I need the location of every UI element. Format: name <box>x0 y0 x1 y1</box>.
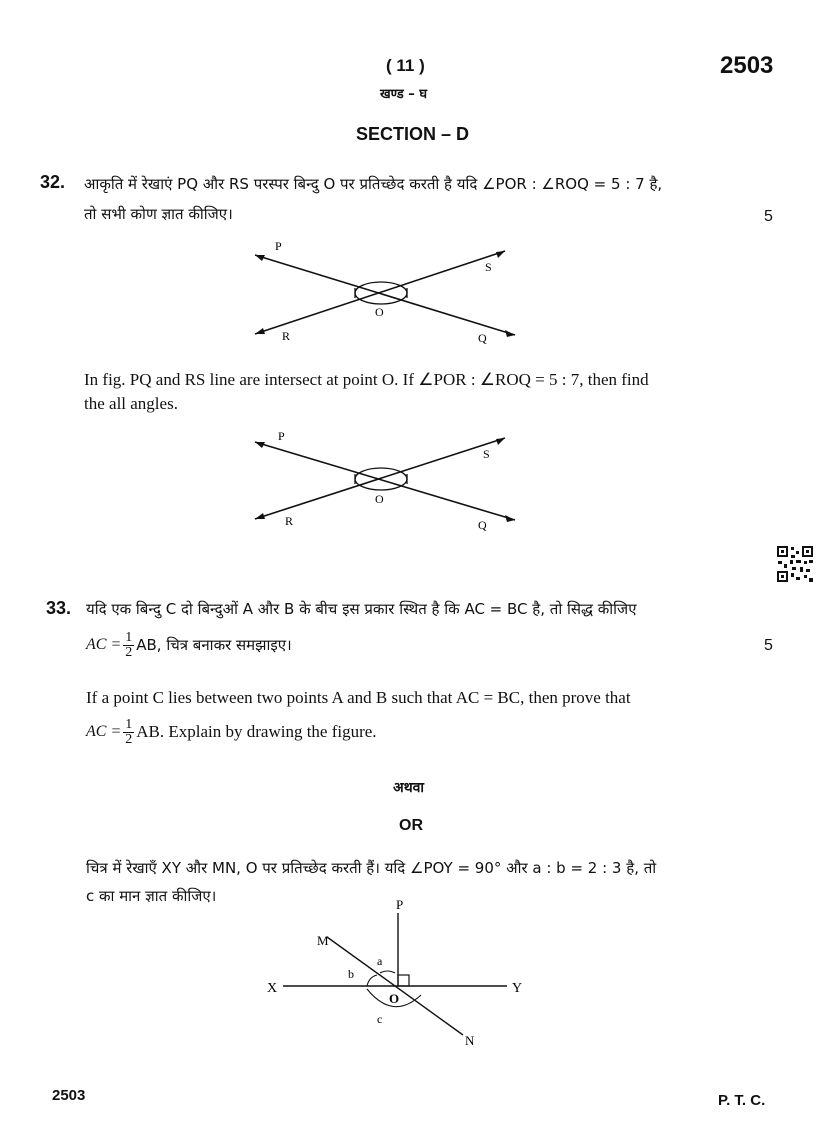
question-33-hindi-line1: यदि एक बिन्दु C दो बिन्दुओं A और B के बीच इस प्रकार स्थित है कि AC = BC है, तो सिद्ध कीजिए <box>86 600 637 618</box>
label-b: b <box>348 967 354 981</box>
hindi-line2-tail: AB, चित्र बनाकर समझाइए। <box>136 636 292 654</box>
label-s: S <box>485 260 492 274</box>
footer-code: 2503 <box>52 1087 86 1104</box>
arc-a <box>380 971 395 973</box>
question-33-marks: 5 <box>764 637 773 654</box>
label-p: P <box>275 239 282 253</box>
figure-32-english <box>245 425 535 535</box>
right-angle-mark <box>398 975 409 986</box>
question-32-hindi-line1: आकृति में रेखाएं PQ और RS परस्पर बिन्दु O पर प्रतिच्छेद करती है यदि ∠POR : ∠ROQ = 5 : 7 है, <box>84 175 663 193</box>
label-p: P <box>278 429 285 443</box>
or-hindi: अथवा <box>393 780 425 796</box>
question-33-or-hindi-line1: चित्र में रेखाएँ XY और MN, O पर प्रतिच्छेद करती हैं। यदि ∠POY = 90° और a : b = 2 : 3 है, तो <box>86 859 657 877</box>
arrow-r <box>255 328 265 334</box>
arc-b <box>367 975 377 986</box>
question-33-number: 33. <box>46 598 72 618</box>
label-o: O <box>375 492 384 506</box>
label-x: X <box>267 981 278 996</box>
or-english: OR <box>399 817 423 834</box>
section-heading: SECTION – D <box>356 124 470 144</box>
label-p: P <box>396 897 404 912</box>
question-32-number: 32. <box>40 172 66 192</box>
fraction-numerator: 1 <box>125 629 133 645</box>
question-33-english-line1: If a point C lies between two points A and B such that AC = BC, then prove that <box>86 688 631 707</box>
line-rs <box>255 251 505 334</box>
fraction-denominator: 2 <box>125 731 133 747</box>
question-32-english-line2: the all angles. <box>84 394 178 413</box>
label-s: S <box>483 447 490 461</box>
label-r: R <box>285 514 294 528</box>
question-33-english-line2 <box>86 712 377 752</box>
label-o: O <box>389 991 400 1006</box>
question-32-english-line1: In fig. PQ and RS line are intersect at point O. If ∠POR : ∠ROQ = 5 : 7, then find <box>84 370 649 389</box>
line-pq <box>255 255 515 335</box>
label-q: Q <box>478 518 487 532</box>
label-m: M <box>317 933 329 948</box>
paper-code: 2503 <box>720 52 774 79</box>
label-y: Y <box>512 981 523 996</box>
page-number: ( 11 ) <box>386 56 425 75</box>
label-o: O <box>375 305 384 319</box>
ac-equals: AC = <box>86 723 122 740</box>
question-32-marks: 5 <box>764 208 773 225</box>
arrow-q <box>505 330 515 337</box>
label-a: a <box>377 954 383 968</box>
label-c: c <box>377 1012 383 1026</box>
question-33-hindi-line2 <box>86 625 292 665</box>
fraction-numerator: 1 <box>125 716 133 732</box>
label-r: R <box>282 329 291 343</box>
fraction-half <box>123 631 134 660</box>
arrow-p <box>255 255 265 261</box>
question-33-or-hindi-line2: c का मान ज्ञात कीजिए। <box>86 887 217 905</box>
figure-33-or <box>255 895 555 1050</box>
fraction-denominator: 2 <box>125 644 133 660</box>
qr-code-icon <box>776 545 814 583</box>
ac-equals: AC = <box>86 636 122 653</box>
footer-ptc: P. T. C. <box>718 1092 766 1109</box>
question-32-hindi-line2: तो सभी कोण ज्ञात कीजिए। <box>84 205 233 223</box>
label-q: Q <box>478 331 487 345</box>
arrow-s <box>496 251 505 258</box>
label-n: N <box>465 1033 475 1048</box>
english-line2-tail: AB. Explain by drawing the figure. <box>136 722 377 741</box>
figure-32-hindi <box>245 238 535 348</box>
fraction-half <box>123 718 134 747</box>
section-hindi-heading: खण्ड – घ <box>380 87 427 102</box>
